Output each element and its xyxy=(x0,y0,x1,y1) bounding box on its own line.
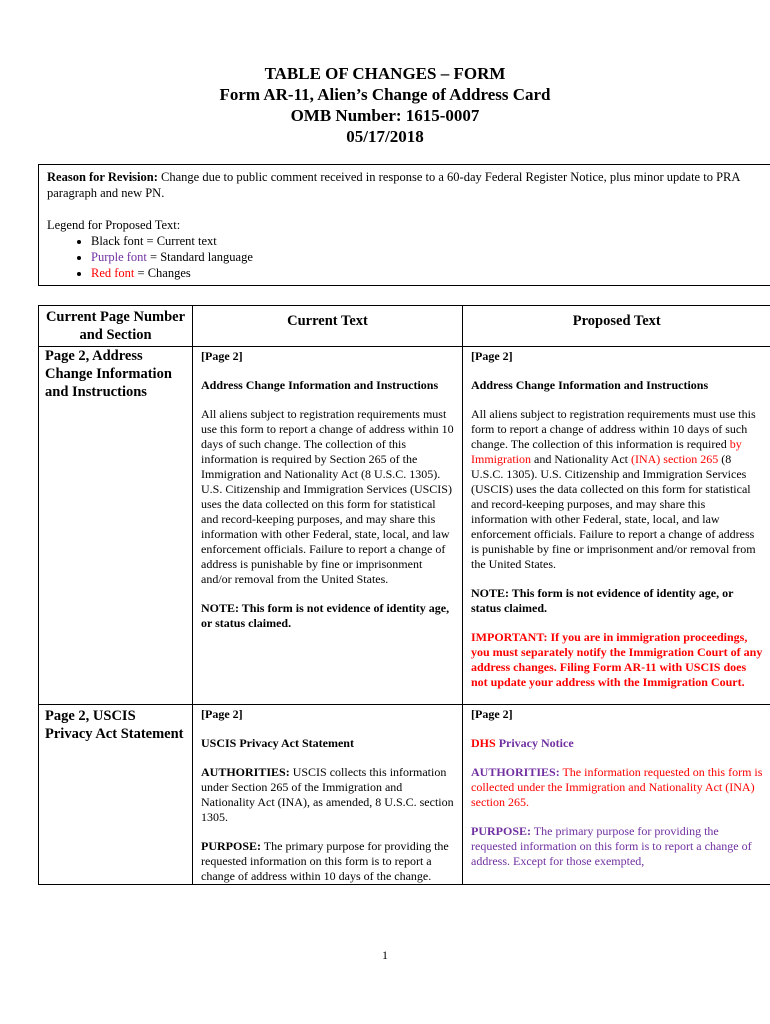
legend-colored-text: Red font xyxy=(91,266,135,280)
row2-proposed-heading xyxy=(471,736,763,751)
authorities-label: AUTHORITIES: xyxy=(471,765,560,779)
legend-item-red xyxy=(91,265,762,281)
row1-proposed-body xyxy=(471,407,763,572)
header-current-text: Current Text xyxy=(193,306,463,347)
document-title xyxy=(0,63,770,147)
header-section: Current Page Number and Section xyxy=(39,306,193,347)
row2-proposed-cell xyxy=(463,705,770,885)
row1-current-page: [Page 2] xyxy=(201,349,243,363)
body-segment: (8 U.S.C. 1305). U.S. Citizenship and Immigration Services (USCIS) uses the data collected on this form for statistical and record-keeping purposes, and may share this information with other Federal, state, local, and law enforcement officials. Failure to report a change of address is punishable by fine or imprisonment and/or removal from the United States. xyxy=(471,452,756,571)
header-proposed-text: Proposed Text xyxy=(463,306,770,347)
table-header-row xyxy=(39,306,770,347)
row1-current-heading: Address Change Information and Instructions xyxy=(201,378,439,392)
row1-proposed-cell xyxy=(463,347,770,705)
purpose-label: PURPOSE: xyxy=(471,824,531,838)
authorities-change: The information requested on this form is collected under the Immigration and Nationality Act (INA) section 265. xyxy=(471,765,763,809)
heading-standard: Privacy Notice xyxy=(495,736,574,750)
row2-current-cell xyxy=(193,705,463,885)
row1-proposed-heading: Address Change Information and Instructions xyxy=(471,378,709,392)
row2-current-purpose xyxy=(201,839,454,884)
legend-list xyxy=(47,233,762,281)
row1-proposed-page: [Page 2] xyxy=(471,349,513,363)
purpose-label: PURPOSE: xyxy=(201,839,261,853)
heading-change: DHS xyxy=(471,736,496,750)
row1-current-note: NOTE: This form is not evidence of identity age, or status claimed. xyxy=(201,601,450,630)
table-row xyxy=(39,705,770,885)
row2-current-page: [Page 2] xyxy=(201,707,243,721)
row2-proposed-page: [Page 2] xyxy=(471,707,513,721)
row2-proposed-authorities xyxy=(471,765,763,810)
legend-description: = Current text xyxy=(143,234,217,248)
legend-colored-text: Black font xyxy=(91,234,144,248)
reason-text: Change due to public comment received in response to a 60-day Federal Register Notice, plus minor update to PRA paragraph and new PN. xyxy=(47,170,740,200)
authorities-label: AUTHORITIES: xyxy=(201,765,290,779)
row1-current-body: All aliens subject to registration requirements must use this form to report a change of address within 10 days of such change. The collection of this information is required by Section 265 of the Immigration and Nationality Act (8 U.S.C. 1305). U.S. Citizenship and Immigration Services (USCIS) uses the data collected on this form for statistical and record-keeping purposes, and may share this information with other Federal, state, local, and law enforcement officials. Failure to report a change of address is punishable by fine or imprisonment and/or removal from the United States. xyxy=(201,407,454,586)
title-line-1: TABLE OF CHANGES – FORM xyxy=(264,64,506,83)
reason-box xyxy=(38,164,770,286)
reason-paragraph xyxy=(47,169,762,201)
legend-title: Legend for Proposed Text: xyxy=(47,218,181,232)
authorities-text: USCIS collects this information under Section 265 of the Immigration and Nationality Act (INA), as amended, 8 U.S.C. section 1305. xyxy=(201,765,454,824)
row1-current-cell xyxy=(193,347,463,705)
legend-description: = Standard language xyxy=(146,250,253,264)
page-number: 1 xyxy=(382,948,388,962)
body-segment: All aliens subject to registration requirements must use this form to report a change of address within 10 days of such change. The collection of this information is required xyxy=(471,407,756,451)
legend-item-black xyxy=(91,233,762,249)
body-segment: and Nationality Act xyxy=(531,452,631,466)
row2-current-heading: USCIS Privacy Act Statement xyxy=(201,736,354,750)
body-change: (INA) section 265 xyxy=(630,452,719,466)
title-line-2: Form AR-11, Alien’s Change of Address Card xyxy=(219,85,551,104)
reason-label: Reason for Revision: xyxy=(47,170,158,184)
row1-proposed-note: NOTE: This form is not evidence of identity age, or status claimed. xyxy=(471,586,734,615)
table-row xyxy=(39,347,770,705)
body-change: by Immigration xyxy=(471,437,742,466)
row1-proposed-important: IMPORTANT: If you are in immigration proceedings, you must separately notify the Immigration Court of any address changes. Filing Form AR-11 with USCIS does not update your address with the Immigration Court. xyxy=(471,630,763,689)
row1-section: Page 2, Address Change Information and Instructions xyxy=(39,347,193,705)
title-line-3: OMB Number: 1615-0007 xyxy=(290,106,480,125)
changes-table xyxy=(38,305,770,885)
purpose-text: The primary purpose for providing the requested information on this form is to report a change of address within 10 days of the change. xyxy=(201,839,449,883)
row2-section: Page 2, USCIS Privacy Act Statement xyxy=(39,705,193,885)
title-line-4: 05/17/2018 xyxy=(346,127,424,146)
purpose-text: The primary purpose for providing the requested information on this form is to report a change of address. Except for those exempted, xyxy=(471,824,752,868)
row2-proposed-purpose xyxy=(471,824,763,869)
legend-item-purple xyxy=(91,249,762,265)
legend-colored-text: Purple font xyxy=(91,250,147,264)
legend-description: = Changes xyxy=(134,266,191,280)
row2-current-authorities xyxy=(201,765,454,825)
